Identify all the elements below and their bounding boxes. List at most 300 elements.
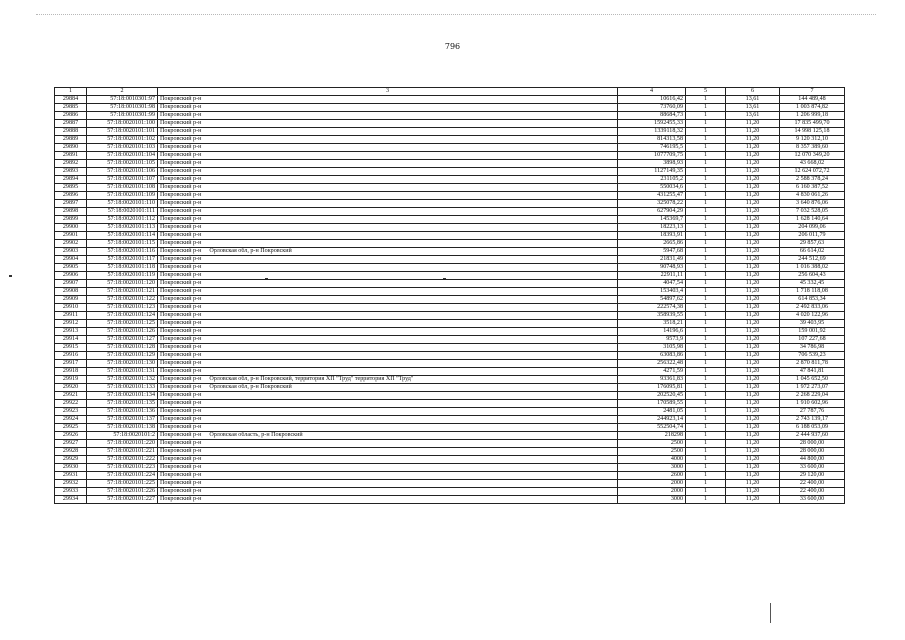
cadastral-value: 27 787,76 [780,408,845,416]
area-value: 9573,9 [618,336,686,344]
cadastral-number: 57:18:0020101:124 [87,312,158,320]
cadastral-number: 57:18:0020101:111 [87,208,158,216]
table-row [55,96,845,104]
district-name: Покровский р-н [160,240,202,246]
cadastral-value: 33 600,00 [780,496,845,504]
quantity: 1 [686,384,726,392]
cadastral-number: 57:18:0020101:133 [87,384,158,392]
cadastral-number: 57:18:0020101:131 [87,368,158,376]
cadastral-value: 1 003 874,82 [780,104,845,112]
area-value: 153403,4 [618,288,686,296]
cadastral-value: 1 045 652,50 [780,376,845,384]
rate-value: 11,20 [726,464,780,472]
cadastral-value: 159 001,92 [780,328,845,336]
cadastral-number: 57:18:0020101:138 [87,424,158,432]
cadastral-number: 57:18:0020101:132 [87,376,158,384]
quantity: 1 [686,216,726,224]
row-number: 29899 [55,216,87,224]
table-row [55,448,845,456]
district-name: Покровский р-н [160,368,202,374]
location [158,376,618,384]
cadastral-number: 57:18:0020101:136 [87,408,158,416]
location [158,112,618,120]
table-row [55,328,845,336]
quantity: 1 [686,424,726,432]
quantity: 1 [686,96,726,104]
district-name: Покровский р-н [160,288,202,294]
column-header: 1 [55,88,87,96]
cadastral-number: 57:18:0020101:2 [87,432,158,440]
cadastral-number: 57:18:0020101:117 [87,256,158,264]
quantity: 1 [686,352,726,360]
scan-edge-line [770,603,771,623]
row-number: 29906 [55,272,87,280]
area-value: 10616,42 [618,96,686,104]
quantity: 1 [686,304,726,312]
cadastral-value: 22 400,00 [780,488,845,496]
cadastral-value: 2 492 833,06 [780,304,845,312]
table-row [55,176,845,184]
location [158,488,618,496]
cadastral-value: 206 011,79 [780,232,845,240]
row-number: 29896 [55,192,87,200]
row-number: 29891 [55,152,87,160]
row-number: 29900 [55,224,87,232]
area-value: 244923,14 [618,416,686,424]
district-name: Покровский р-н [160,144,202,150]
row-number: 29907 [55,280,87,288]
location [158,248,618,256]
quantity: 1 [686,192,726,200]
area-value: 54897,62 [618,296,686,304]
quantity: 1 [686,128,726,136]
quantity: 1 [686,224,726,232]
row-number: 29922 [55,400,87,408]
cadastral-value: 47 841,81 [780,368,845,376]
area-value: 2500 [618,440,686,448]
address-text: Орловская обл, р-н Покровский [209,384,292,390]
row-number: 29933 [55,488,87,496]
table-row [55,152,845,160]
rate-value: 11,20 [726,336,780,344]
table-row [55,456,845,464]
row-number: 29913 [55,328,87,336]
area-value: 550034,6 [618,184,686,192]
cadastral-value: 4 830 061,26 [780,192,845,200]
rate-value: 11,20 [726,280,780,288]
cadastral-number: 57:18:0020101:226 [87,488,158,496]
table-row [55,280,845,288]
location [158,352,618,360]
area-value: 1339118,32 [618,128,686,136]
location [158,288,618,296]
cadastral-value: 1 718 118,08 [780,288,845,296]
cadastral-value: 706 539,23 [780,352,845,360]
area-value: 358939,55 [618,312,686,320]
cadastral-number: 57:18:0020101:134 [87,392,158,400]
table-row [55,336,845,344]
area-value: 3105,98 [618,344,686,352]
location [158,464,618,472]
cadastral-number: 57:18:0020101:115 [87,240,158,248]
location [158,440,618,448]
cadastral-value: 1 206 999,18 [780,112,845,120]
column-header: 4 [618,88,686,96]
district-name: Покровский р-н [160,168,202,174]
rate-value: 11,20 [726,472,780,480]
row-number: 29932 [55,480,87,488]
cadastral-number: 57:18:0020101:106 [87,168,158,176]
location [158,200,618,208]
cadastral-number: 57:18:0020101:222 [87,456,158,464]
row-number: 29892 [55,160,87,168]
cadastral-value: 34 786,98 [780,344,845,352]
cadastral-number: 57:18:0020101:123 [87,304,158,312]
table-row [55,344,845,352]
cadastral-value: 614 853,34 [780,296,845,304]
area-value: 1077709,75 [618,152,686,160]
area-value: 218298 [618,432,686,440]
row-number: 29921 [55,392,87,400]
row-number: 29901 [55,232,87,240]
district-name: Покровский р-н [160,424,202,430]
quantity: 1 [686,368,726,376]
cadastral-value: 256 604,43 [780,272,845,280]
table-row [55,112,845,120]
row-number: 29908 [55,288,87,296]
table-row [55,120,845,128]
area-value: 2481,05 [618,408,686,416]
table-row [55,248,845,256]
table-row [55,488,845,496]
cadastral-number: 57:18:0020101:102 [87,136,158,144]
location [158,264,618,272]
cadastral-number: 57:18:0020101:114 [87,232,158,240]
cadastral-number: 57:18:0020101:118 [87,264,158,272]
quantity: 1 [686,360,726,368]
table-body [55,96,845,504]
district-name: Покровский р-н [160,104,202,110]
cadastral-number: 57:18:0020101:109 [87,192,158,200]
rate-value: 11,20 [726,248,780,256]
district-name: Покровский р-н [160,320,202,326]
district-name: Покровский р-н [160,496,202,502]
area-value: 4000 [618,456,686,464]
row-number: 29888 [55,128,87,136]
row-number: 29934 [55,496,87,504]
district-name: Покровский р-н [160,296,202,302]
cadastral-number: 57:18:0020101:101 [87,128,158,136]
district-name: Покровский р-н [160,280,202,286]
location [158,496,618,504]
quantity: 1 [686,248,726,256]
quantity: 1 [686,136,726,144]
rate-value: 11,20 [726,424,780,432]
table-row [55,128,845,136]
district-name: Покровский р-н [160,360,202,366]
district-name: Покровский р-н [160,352,202,358]
table-row [55,184,845,192]
location [158,304,618,312]
cadastral-number: 57:18:0020101:223 [87,464,158,472]
quantity: 1 [686,408,726,416]
cadastral-number: 57:18:0020101:135 [87,400,158,408]
district-name: Покровский р-н [160,392,202,398]
row-number: 29914 [55,336,87,344]
quantity: 1 [686,280,726,288]
district-name: Покровский р-н [160,464,202,470]
cadastral-value: 28 000,00 [780,440,845,448]
rate-value: 11,20 [726,272,780,280]
rate-value: 11,20 [726,128,780,136]
table-row [55,256,845,264]
table-row [55,312,845,320]
row-number: 29930 [55,464,87,472]
area-value: 170589,55 [618,400,686,408]
row-number: 29897 [55,200,87,208]
cadastral-value: 22 400,00 [780,480,845,488]
table-row [55,400,845,408]
table-row [55,424,845,432]
cadastral-number: 57:18:0020101:122 [87,296,158,304]
rate-value: 11,20 [726,256,780,264]
district-name: Покровский р-н [160,200,202,206]
cadastral-value: 6 160 387,52 [780,184,845,192]
quantity: 1 [686,168,726,176]
cadastral-value: 17 835 499,70 [780,120,845,128]
area-value: 222574,38 [618,304,686,312]
cadastral-value: 43 668,02 [780,160,845,168]
cadastral-value: 3 640 876,06 [780,200,845,208]
row-number: 29926 [55,432,87,440]
cadastral-value: 244 512,69 [780,256,845,264]
column-header: 2 [87,88,158,96]
row-number: 29890 [55,144,87,152]
location [158,96,618,104]
area-value: 431255,47 [618,192,686,200]
rate-value: 13,61 [726,96,780,104]
area-value: 21831,49 [618,256,686,264]
row-number: 29927 [55,440,87,448]
table-row [55,264,845,272]
table-row [55,136,845,144]
quantity: 1 [686,264,726,272]
location [158,176,618,184]
cadastral-value: 7 032 528,05 [780,208,845,216]
location [158,232,618,240]
rate-value: 11,20 [726,416,780,424]
row-number: 29919 [55,376,87,384]
location [158,480,618,488]
area-value: 4047,54 [618,280,686,288]
quantity: 1 [686,240,726,248]
cadastral-number: 57:18:0020101:221 [87,448,158,456]
district-name: Покровский р-н [160,304,202,310]
cadastral-number: 57:18:0020101:220 [87,440,158,448]
area-value: 256322,48 [618,360,686,368]
cadastral-number: 57:18:0020101:100 [87,120,158,128]
rate-value: 11,20 [726,408,780,416]
quantity: 1 [686,184,726,192]
rate-value: 11,20 [726,192,780,200]
table-row [55,376,845,384]
column-header: 3 [158,88,618,96]
cadastral-number: 57:18:0020101:107 [87,176,158,184]
rate-value: 11,20 [726,488,780,496]
district-name: Покровский р-н [160,152,202,158]
row-number: 29920 [55,384,87,392]
area-value: 2000 [618,488,686,496]
table-header-row [55,88,845,96]
row-number: 29886 [55,112,87,120]
cadastral-number: 57:18:0020101:108 [87,184,158,192]
rate-value: 11,20 [726,344,780,352]
district-name: Покровский р-н [160,312,202,318]
row-number: 29918 [55,368,87,376]
cadastral-number: 57:18:0020101:113 [87,224,158,232]
cadastral-number: 57:18:0010301:99 [87,112,158,120]
quantity: 1 [686,376,726,384]
table-row [55,144,845,152]
quantity: 1 [686,496,726,504]
row-number: 29909 [55,296,87,304]
row-number: 29923 [55,408,87,416]
location [158,296,618,304]
table-row [55,200,845,208]
district-name: Покровский р-н [160,256,202,262]
cadastral-value: 2 870 811,78 [780,360,845,368]
district-name: Покровский р-н [160,176,202,182]
location [158,152,618,160]
district-name: Покровский р-н [160,440,202,446]
location [158,328,618,336]
district-name: Покровский р-н [160,160,202,166]
row-number: 29898 [55,208,87,216]
location [158,432,618,440]
address-text: Орловская обл, р-н Покровский [209,248,292,254]
location [158,312,618,320]
rate-value: 11,20 [726,328,780,336]
quantity: 1 [686,160,726,168]
cadastral-number: 57:18:0020101:119 [87,272,158,280]
location [158,136,618,144]
address-text: Орловская обл, р-н Покровский, территория ХП "Труд" территория ХП "Труд" [209,376,414,382]
location [158,336,618,344]
table-row [55,272,845,280]
rate-value: 11,20 [726,448,780,456]
scan-speck [9,275,12,277]
rate-value: 11,20 [726,144,780,152]
quantity: 1 [686,144,726,152]
location [158,224,618,232]
area-value: 73760,09 [618,104,686,112]
location [158,448,618,456]
row-number: 29905 [55,264,87,272]
quantity: 1 [686,120,726,128]
area-value: 2665,86 [618,240,686,248]
cadastral-value: 2 444 937,60 [780,432,845,440]
location [158,320,618,328]
cadastral-number: 57:18:0020101:130 [87,360,158,368]
row-number: 29929 [55,456,87,464]
table-row [55,464,845,472]
row-number: 29915 [55,344,87,352]
rate-value: 11,20 [726,440,780,448]
quantity: 1 [686,488,726,496]
rate-value: 11,20 [726,496,780,504]
row-number: 29912 [55,320,87,328]
district-name: Покровский р-н [160,208,202,214]
district-name: Покровский р-н [160,408,202,414]
quantity: 1 [686,472,726,480]
quantity: 1 [686,296,726,304]
table-row [55,232,845,240]
row-number: 29893 [55,168,87,176]
cadastral-number: 57:18:0020101:125 [87,320,158,328]
district-name: Покровский р-н [160,400,202,406]
cadastral-value: 1 910 602,96 [780,400,845,408]
quantity: 1 [686,440,726,448]
rate-value: 11,20 [726,480,780,488]
area-value: 22911,11 [618,272,686,280]
location [158,384,618,392]
row-number: 29902 [55,240,87,248]
area-value: 88684,73 [618,112,686,120]
scan-edge-line [36,14,876,15]
page-number: 796 [444,42,461,51]
location [158,368,618,376]
cadastral-number: 57:18:0020101:126 [87,328,158,336]
table-row [55,472,845,480]
area-value: 4271,59 [618,368,686,376]
rate-value: 11,20 [726,352,780,360]
location [158,424,618,432]
table-row [55,224,845,232]
area-value: 90748,93 [618,264,686,272]
table-row [55,320,845,328]
district-name: Покровский р-н [160,232,202,238]
table-row [55,216,845,224]
quantity: 1 [686,416,726,424]
rate-value: 11,20 [726,216,780,224]
table-row [55,480,845,488]
location [158,360,618,368]
district-name: Покровский р-н [160,264,202,270]
rate-value: 11,20 [726,312,780,320]
quantity: 1 [686,272,726,280]
row-number: 29884 [55,96,87,104]
quantity: 1 [686,288,726,296]
cadastral-value: 1 628 140,64 [780,216,845,224]
row-number: 29910 [55,304,87,312]
row-number: 29917 [55,360,87,368]
table-row [55,392,845,400]
district-name: Покровский р-н [160,472,202,478]
area-value: 63083,86 [618,352,686,360]
rate-value: 13,61 [726,112,780,120]
quantity: 1 [686,176,726,184]
column-header: 6 [726,88,780,96]
location [158,128,618,136]
area-value: 18223,13 [618,224,686,232]
location [158,408,618,416]
area-value: 3518,21 [618,320,686,328]
row-number: 29894 [55,176,87,184]
table-row [55,208,845,216]
cadastral-value: 8 357 389,60 [780,144,845,152]
district-name: Покровский р-н [160,96,202,102]
rate-value: 11,20 [726,176,780,184]
